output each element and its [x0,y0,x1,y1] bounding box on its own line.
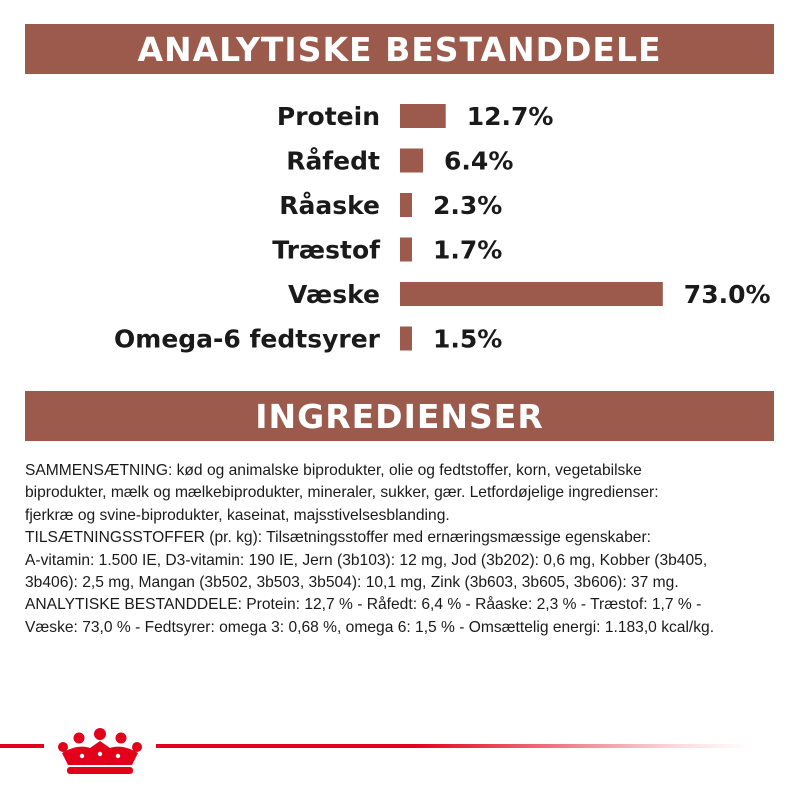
category-label: Råaske [279,191,380,220]
ingredients-line: ANALYTISKE BESTANDDELE: Protein: 12,7 % - Råfedt: 6,4 % - Råaske: 2,3 % - Træstof: 1,7 % - [25,596,702,614]
ingredients-line: TILSÆTNINGSSTOFFER (pr. kg): Tilsætningsstoffer med ernæringsmæssige egenskaber: [25,529,651,547]
bar [400,104,446,128]
ingredients-section-header [25,391,774,441]
value-label: 73.0% [683,280,771,309]
category-label: Træstof [272,235,380,265]
category-label: Råfedt [286,146,380,176]
category-label: Protein [276,102,380,131]
value-label: 2.3% [433,191,503,220]
value-label: 12.7% [466,102,554,131]
analysis-section-title: ANALYTISKE BESTANDDELE [137,29,662,69]
analysis-section-header [25,24,774,74]
category-label: Væske [288,280,380,309]
ingredients-line: Væske: 73,0 % - Fedtsyrer: omega 3: 0,68 %, omega 6: 1,5 % - Omsættelig energi: 1.183,0 kcal/kg. [25,618,715,636]
bar [400,149,423,173]
bar [400,238,412,262]
bar [400,327,412,351]
value-label: 1.5% [433,324,503,354]
bar [400,193,412,217]
ingredients-line: 3b406): 2,5 mg, Mangan (3b502, 3b503, 3b504): 10,1 mg, Zink (3b603, 3b605, 3b606): 37 mg. [25,574,679,592]
category-label: Omega-6 fedtsyrer [114,324,380,354]
brand-logo [44,720,156,782]
ingredients-line: biprodukter, mælk og mælkebiprodukter, mineraler, sukker, gær. Letfordøjelige ingredienser: [25,484,659,502]
ingredients-line: A-vitamin: 1.500 IE, D3-vitamin: 190 IE, Jern (3b103): 12 mg, Jod (3b202): 0,6 mg, Kobber (3b405, [25,551,708,569]
bar [400,282,663,306]
ingredients-line: SAMMENSÆTNING: kød og animalske biprodukter, olie og fedtstoffer, korn, vegetabilske [25,462,642,479]
ingredients-section-title: INGREDIENSER [255,396,544,436]
nutrient-bar-chart [0,95,800,365]
ingredients-line: fjerkræ og svine-biprodukter, kaseinat, majsstivelsesblanding. [25,506,450,524]
ingredients-text [25,460,785,639]
royal-crown-icon [52,723,148,779]
value-label: 6.4% [444,146,514,176]
value-label: 1.7% [433,235,503,265]
